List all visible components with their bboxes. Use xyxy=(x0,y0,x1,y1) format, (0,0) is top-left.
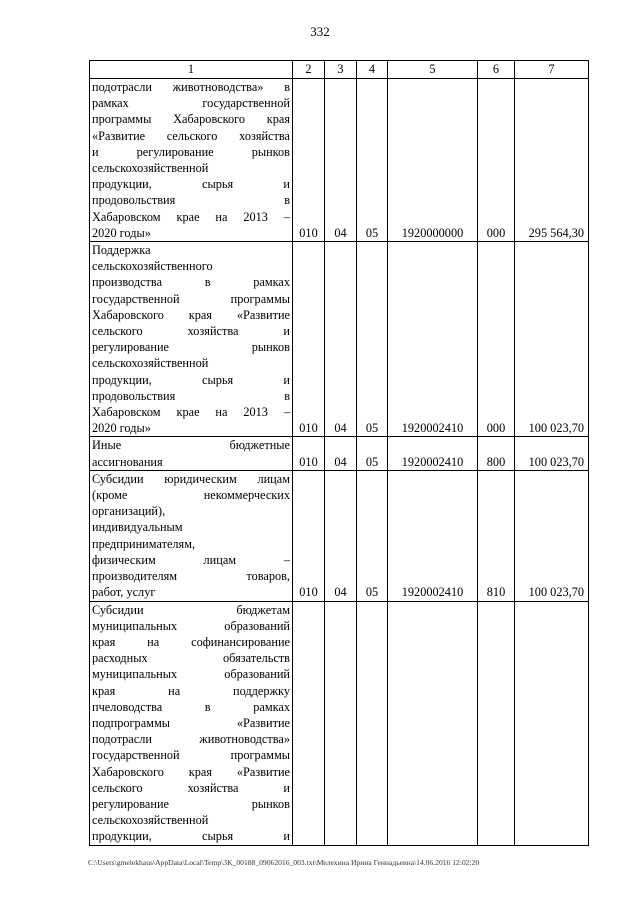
item-name-line: организаций), xyxy=(92,504,166,519)
item-name-line: 2020 годы» xyxy=(92,421,151,436)
item-name-cell xyxy=(90,242,293,437)
item-name-line: муниципальных образований xyxy=(92,667,290,682)
item-name-cell xyxy=(90,437,293,470)
item-name-cell xyxy=(90,79,293,242)
ministry-code-cell xyxy=(293,601,325,845)
subsection-code-cell: 05 xyxy=(357,242,388,437)
item-name-line: сельского хозяйства и xyxy=(92,780,290,795)
subsection-code-cell: 05 xyxy=(357,79,388,242)
item-name-line: подотрасли животноводства» в xyxy=(92,80,290,94)
page-number: 332 xyxy=(310,24,330,39)
section-code-cell: 04 xyxy=(325,242,357,437)
item-name-line: индивидуальным xyxy=(92,520,183,535)
target-article-cell xyxy=(388,601,478,845)
item-name-line: края на поддержку xyxy=(92,683,290,698)
item-name-line: продукции, сырья и xyxy=(92,829,290,844)
item-name-line: «Развитие сельского хозяйства xyxy=(92,128,290,143)
amount-cell: 295 564,30 xyxy=(515,79,589,242)
item-name-line: 2020 годы» xyxy=(92,225,151,240)
item-name-line: Субсидии юридическим лицам xyxy=(92,471,290,486)
target-article-cell: 1920000000 xyxy=(388,79,478,242)
amount-cell: 100 023,70 xyxy=(515,470,589,601)
item-name-line: сельскохозяйственной xyxy=(92,356,209,371)
item-name-line: края на софинансирование xyxy=(92,634,290,649)
item-name-line: подотрасли животноводства» xyxy=(92,732,290,747)
item-name-cell xyxy=(90,470,293,601)
item-name-line: (кроме некоммерческих xyxy=(92,488,290,503)
header-row xyxy=(90,61,589,79)
expense-type-cell xyxy=(478,601,515,845)
column-header: 5 xyxy=(388,61,478,79)
column-header: 1 xyxy=(90,61,293,79)
file-path-footer: C:\Users\gmelekhaus\AppData\Local\Temp\3K_00188_09062016_003.txt\Мелехина Ирина Геннадьевна\14.06.2016 12:02:20 xyxy=(88,858,480,867)
item-name-line: сельскохозяйственной xyxy=(92,813,209,828)
item-name-line: государственной программы xyxy=(92,291,290,306)
item-name-line: продукции, сырья и xyxy=(92,177,290,192)
table-row xyxy=(90,79,589,242)
item-name-line: физическим лицам – xyxy=(92,552,290,567)
column-header: 4 xyxy=(357,61,388,79)
table-row xyxy=(90,470,589,601)
item-name-line: сельскохозяйственной xyxy=(92,161,209,176)
budget-table xyxy=(89,60,589,846)
item-name-line: муниципальных образований xyxy=(92,618,290,633)
item-name-line: Хабаровском крае на 2013 – xyxy=(92,209,290,224)
item-name-line: продовольствия в xyxy=(92,193,290,208)
item-name-line: пчеловодства в рамках xyxy=(92,699,290,714)
subsection-code-cell: 05 xyxy=(357,470,388,601)
section-code-cell xyxy=(325,601,357,845)
subsection-code-cell xyxy=(357,601,388,845)
section-code-cell: 04 xyxy=(325,470,357,601)
item-name-line: Поддержка xyxy=(92,243,151,258)
ministry-code-cell: 010 xyxy=(293,79,325,242)
expense-type-cell: 810 xyxy=(478,470,515,601)
ministry-code-cell: 010 xyxy=(293,470,325,601)
table-row xyxy=(90,242,589,437)
amount-cell: 100 023,70 xyxy=(515,437,589,470)
expense-type-cell: 800 xyxy=(478,437,515,470)
target-article-cell: 1920002410 xyxy=(388,437,478,470)
subsection-code-cell: 05 xyxy=(357,437,388,470)
section-code-cell: 04 xyxy=(325,437,357,470)
item-name-line: сельскохозяйственного xyxy=(92,259,213,274)
item-name-line: продукции, сырья и xyxy=(92,372,290,387)
item-name-line: подпрограммы «Развитие xyxy=(92,715,290,730)
amount-cell: 100 023,70 xyxy=(515,242,589,437)
item-name-line: Субсидии бюджетам xyxy=(92,602,290,617)
item-name-line: Хабаровского края «Развитие xyxy=(92,307,290,322)
section-code-cell: 04 xyxy=(325,79,357,242)
item-name-line: продовольствия в xyxy=(92,388,290,403)
item-name-line: Хабаровском крае на 2013 – xyxy=(92,405,290,420)
ministry-code-cell: 010 xyxy=(293,437,325,470)
column-header: 7 xyxy=(515,61,589,79)
item-name-line: рамках государственной xyxy=(92,96,290,111)
item-name-line: ассигнования xyxy=(92,454,163,469)
item-name-line: регулирование рынков xyxy=(92,796,290,811)
column-header: 2 xyxy=(293,61,325,79)
item-name-line: работ, услуг xyxy=(92,585,156,600)
item-name-line: Хабаровского края «Развитие xyxy=(92,764,290,779)
column-header: 3 xyxy=(325,61,357,79)
table-row xyxy=(90,437,589,470)
target-article-cell: 1920002410 xyxy=(388,470,478,601)
item-name-line: сельского хозяйства и xyxy=(92,324,290,339)
expense-type-cell: 000 xyxy=(478,242,515,437)
item-name-line: предпринимателям, xyxy=(92,536,196,551)
item-name-line: расходных обязательств xyxy=(92,651,290,666)
ministry-code-cell: 010 xyxy=(293,242,325,437)
item-name-line: регулирование рынков xyxy=(92,340,290,355)
table-row xyxy=(90,601,589,845)
item-name-line: программы Хабаровского края xyxy=(92,112,290,127)
item-name-line: и регулирование рынков xyxy=(92,144,290,159)
item-name-line: производства в рамках xyxy=(92,275,290,290)
column-header: 6 xyxy=(478,61,515,79)
amount-cell xyxy=(515,601,589,845)
item-name-cell xyxy=(90,601,293,845)
item-name-line: производителям товаров, xyxy=(92,569,290,584)
item-name-line: Иные бюджетные xyxy=(92,438,290,453)
target-article-cell: 1920002410 xyxy=(388,242,478,437)
item-name-line: государственной программы xyxy=(92,748,290,763)
expense-type-cell: 000 xyxy=(478,79,515,242)
